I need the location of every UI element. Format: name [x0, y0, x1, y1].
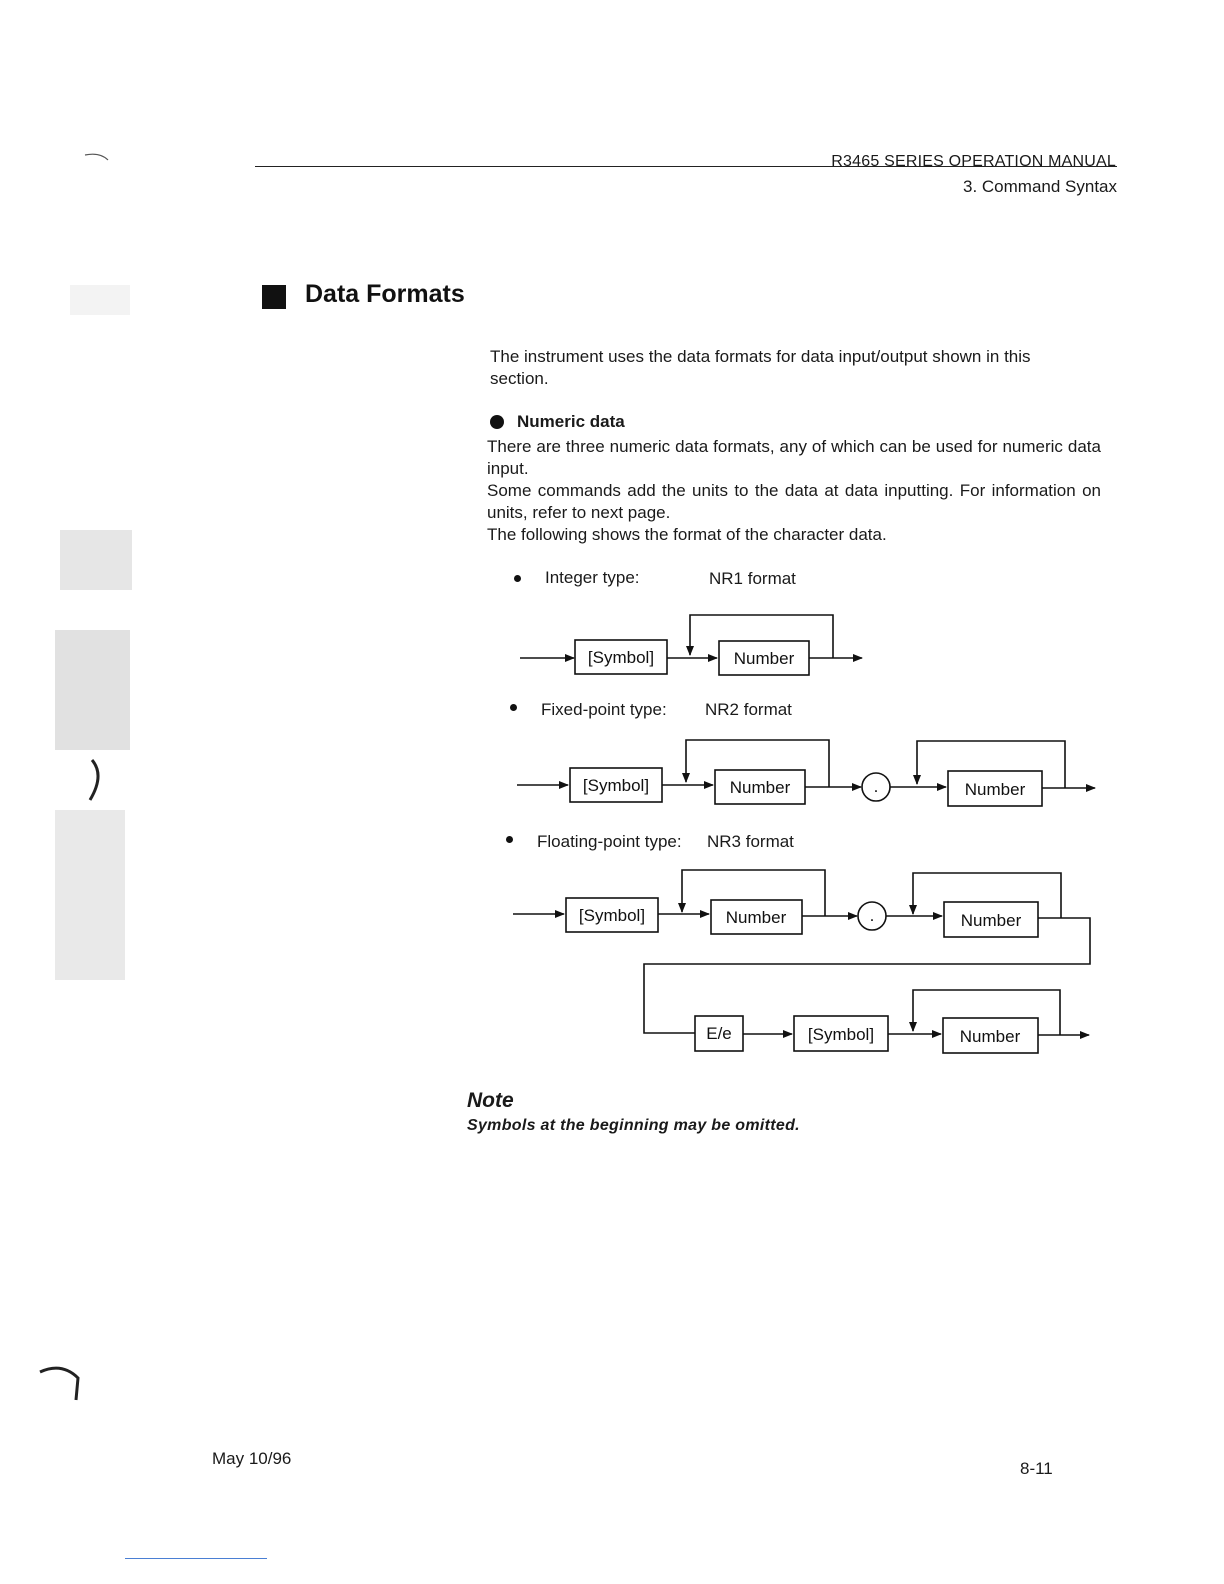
manual-title: R3465 SERIES OPERATION MANUAL	[831, 153, 1116, 170]
footer-date: May 10/96	[212, 1449, 292, 1468]
numeric-data-line-3: The following shows the format of the character data.	[487, 525, 887, 544]
decimal-point-label: .	[873, 777, 879, 796]
symbol-box-label: [Symbol]	[578, 906, 646, 925]
numeric-data-line-1: There are three numeric data formats, any of which can be used for numeric data input.	[487, 437, 1101, 478]
decimal-point-label: .	[869, 906, 875, 925]
intro-paragraph: The instrument uses the data formats for data input/output shown in this section.	[490, 347, 1031, 388]
nr1-format-label: NR1 format	[709, 569, 796, 588]
symbol-box-label: [Symbol]	[807, 1025, 875, 1044]
symbol-box-label: [Symbol]	[587, 648, 655, 667]
nr3-format-label: NR3 format	[707, 832, 794, 851]
nr2-diagram	[517, 740, 1095, 806]
exponent-box-label: E/e	[706, 1024, 732, 1043]
note-text: Symbols at the beginning may be omitted.	[467, 1117, 800, 1134]
number-box-label: Number	[725, 908, 787, 927]
chapter-title: 3. Command Syntax	[962, 177, 1117, 196]
numeric-data-line-2: Some commands add the units to the data at data inputting. For information on units, refer to next page.	[487, 481, 1101, 522]
section-title: Data Formats	[305, 280, 465, 308]
page-number: 8-11	[1020, 1459, 1053, 1478]
note-title: Note	[467, 1089, 514, 1112]
scan-artifacts	[40, 154, 132, 1400]
number-box-label: Number	[959, 1027, 1021, 1046]
number-box-label: Number	[960, 911, 1022, 930]
number-box-label: Number	[733, 649, 795, 668]
floating-point-type-label: Floating-point type:	[537, 832, 682, 851]
number-box-label: Number	[729, 778, 791, 797]
bottom-edge-line	[125, 1558, 267, 1559]
nr1-diagram	[520, 615, 862, 675]
number-box-label: Number	[964, 780, 1026, 799]
nr3-diagram	[513, 870, 1090, 1053]
numeric-data-heading: Numeric data	[517, 412, 625, 431]
fixed-point-type-label: Fixed-point type:	[541, 700, 667, 719]
symbol-box-label: [Symbol]	[582, 776, 650, 795]
nr2-format-label: NR2 format	[705, 700, 792, 719]
integer-type-label: Integer type:	[545, 568, 640, 587]
